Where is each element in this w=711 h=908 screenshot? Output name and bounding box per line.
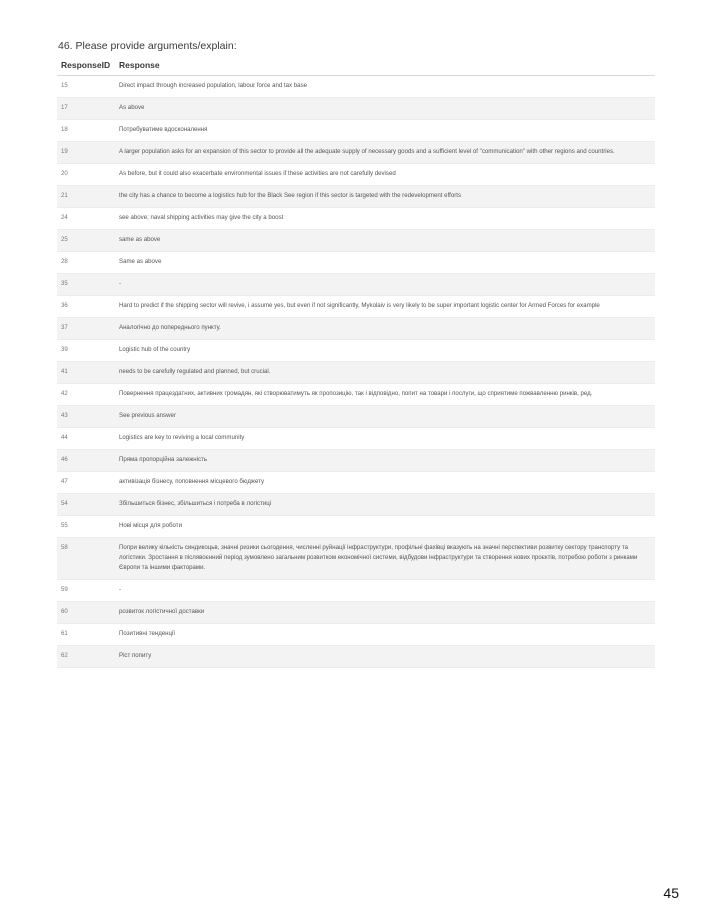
response-text-cell: Повернення працездатних, активних громадян, які створюватимуть як пропозицію, так і відповідно, попит на товари і послуги, що сприятиме пожвавленню ринків, ред. [115, 384, 655, 406]
table-row [57, 494, 655, 516]
table-row [57, 538, 655, 580]
table-row [57, 428, 655, 450]
response-text-cell: Пряма пропорційна залежність [115, 450, 655, 472]
response-text-cell: Аналогічно до попереднього пункту. [115, 318, 655, 340]
response-id-cell: 25 [57, 230, 115, 252]
table-row [57, 580, 655, 602]
table-row [57, 296, 655, 318]
response-id-cell: 28 [57, 252, 115, 274]
table-row [57, 602, 655, 624]
response-id-cell: 18 [57, 120, 115, 142]
table-row [57, 340, 655, 362]
response-text-cell: see above; naval shipping activities may give the city a boost [115, 208, 655, 230]
response-id-cell: 36 [57, 296, 115, 318]
table-row [57, 406, 655, 428]
response-id-cell: 41 [57, 362, 115, 384]
response-text-cell: the city has a chance to become a logistics hub for the Black See region if this sector is targeted with the redevelopment efforts [115, 186, 655, 208]
response-text-cell: Потребуватиме вдосконалення [115, 120, 655, 142]
question-heading: 46. Please provide arguments/explain: [58, 40, 237, 52]
response-text-cell: A larger population asks for an expansion of this sector to provide all the adequate supply of necessary goods and a sufficient level of "communication" with other regions and countries. [115, 142, 655, 164]
response-text-cell: Direct impact through increased population, labour force and tax base [115, 76, 655, 98]
table-row [57, 252, 655, 274]
response-text-cell: As before, but it could also exacerbate environmental issues if these activities are not carefully devised [115, 164, 655, 186]
table-row [57, 516, 655, 538]
response-text-cell: Нові місця для роботи [115, 516, 655, 538]
response-text-cell: Збільшиться бізнес, збільшиться і потреба в логістиці [115, 494, 655, 516]
response-id-cell: 37 [57, 318, 115, 340]
table-row [57, 274, 655, 296]
response-id-cell: 55 [57, 516, 115, 538]
page-number: 45 [663, 885, 679, 901]
response-id-cell: 20 [57, 164, 115, 186]
response-text-cell: Позитивні тенденції [115, 624, 655, 646]
response-id-cell: 59 [57, 580, 115, 602]
response-id-cell: 42 [57, 384, 115, 406]
header-response: Response [115, 58, 655, 76]
response-id-cell: 21 [57, 186, 115, 208]
response-text-cell: same as above [115, 230, 655, 252]
response-id-cell: 43 [57, 406, 115, 428]
table-row [57, 450, 655, 472]
response-text-cell: Logistic hub of the country [115, 340, 655, 362]
response-id-cell: 58 [57, 538, 115, 580]
response-id-cell: 44 [57, 428, 115, 450]
table-row [57, 472, 655, 494]
response-id-cell: 46 [57, 450, 115, 472]
table-row [57, 362, 655, 384]
response-text-cell: Попри велику кількість синдикоцьв, значні ризики сьогодення, численні руйнації інфраструктури, профільні фахівці вказують на значні перспективи розвитку сектору транспорту та логістики. Зростання в післявоєнний період зумовлено загальним розвитком економічної системи, відбудови інфраструктури та створення нових проєктів, потребою роботи з ринками Європи та іншими факторами. [115, 538, 655, 580]
response-id-cell: 54 [57, 494, 115, 516]
response-id-cell: 60 [57, 602, 115, 624]
response-id-cell: 61 [57, 624, 115, 646]
response-id-cell: 24 [57, 208, 115, 230]
responses-table [57, 58, 655, 668]
response-id-cell: 15 [57, 76, 115, 98]
response-id-cell: 62 [57, 646, 115, 668]
response-text-cell: розвиток логістичної доставки [115, 602, 655, 624]
table-row [57, 76, 655, 98]
table-body [57, 76, 655, 668]
response-text-cell: Ріст попиту [115, 646, 655, 668]
table-row [57, 624, 655, 646]
response-id-cell: 17 [57, 98, 115, 120]
header-response-id: ResponseID [57, 58, 115, 76]
table-row [57, 186, 655, 208]
table-row [57, 646, 655, 668]
table-row [57, 318, 655, 340]
response-text-cell: Hard to predict if the shipping sector will revive, i assume yes, but even if not significantly, Mykolaiv is very likely to be super important logistic center for Armed Forces for example [115, 296, 655, 318]
table-row [57, 230, 655, 252]
response-text-cell: - [115, 274, 655, 296]
response-text-cell: Same as above [115, 252, 655, 274]
response-text-cell: - [115, 580, 655, 602]
table-row [57, 142, 655, 164]
table-row [57, 208, 655, 230]
response-text-cell: See previous answer [115, 406, 655, 428]
response-id-cell: 39 [57, 340, 115, 362]
response-id-cell: 35 [57, 274, 115, 296]
response-text-cell: активізація бізнесу, поповнення місцевого бюджету [115, 472, 655, 494]
response-text-cell: needs to be carefully regulated and planned, but crucial. [115, 362, 655, 384]
response-text-cell: As above [115, 98, 655, 120]
response-id-cell: 47 [57, 472, 115, 494]
table-row [57, 384, 655, 406]
table-row [57, 98, 655, 120]
response-id-cell: 19 [57, 142, 115, 164]
response-text-cell: Logistics are key to reviving a local community [115, 428, 655, 450]
table-row [57, 164, 655, 186]
table-header-row [57, 58, 655, 76]
table-row [57, 120, 655, 142]
